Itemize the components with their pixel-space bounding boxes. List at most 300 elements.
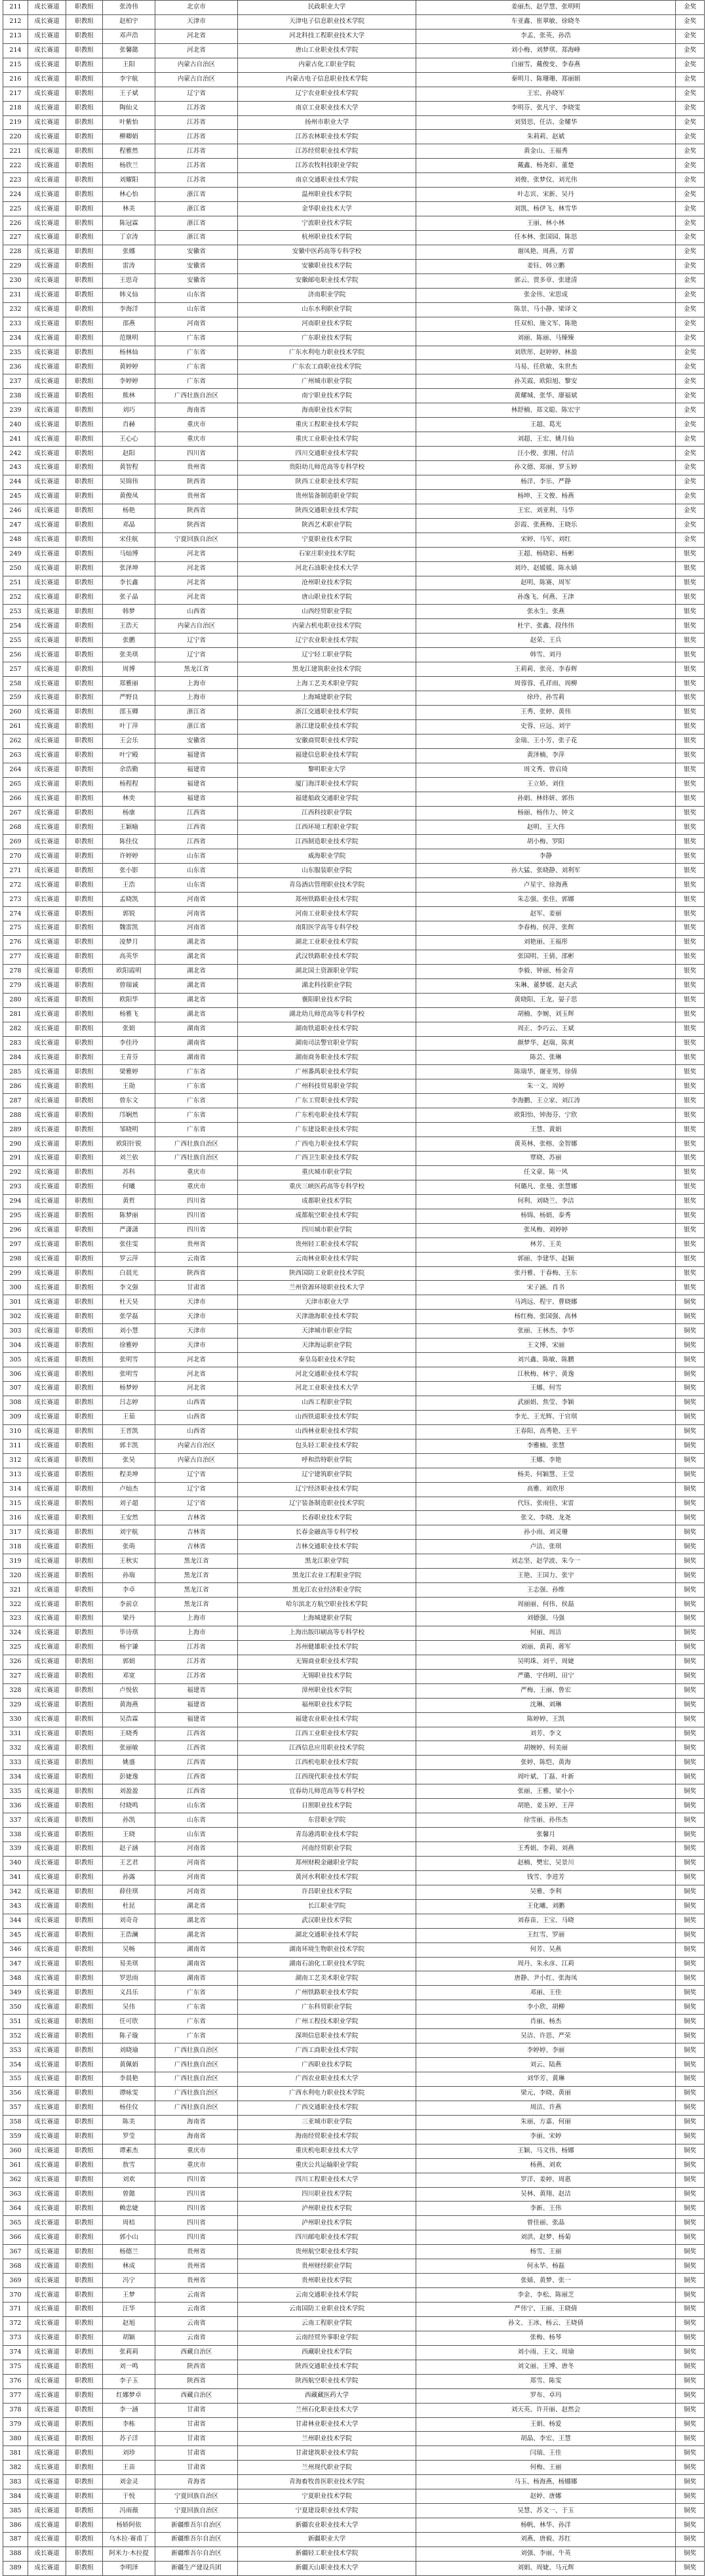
group-cell: 职教组 xyxy=(66,1698,103,1712)
province-cell: 山东省 xyxy=(155,849,238,864)
student-name-cell: 张泽坤 xyxy=(103,561,155,576)
student-name-cell: 杨欣兰 xyxy=(103,159,155,173)
student-name-cell: 王思奇 xyxy=(103,273,155,288)
row-number-cell: 301 xyxy=(3,1295,28,1310)
track-cell: 成长赛道 xyxy=(28,101,66,115)
track-cell: 成长赛道 xyxy=(28,835,66,849)
track-cell: 成长赛道 xyxy=(28,1079,66,1094)
school-cell: 黑龙江农业经济职业学院 xyxy=(238,1583,416,1598)
province-cell: 内蒙古自治区 xyxy=(155,58,238,72)
group-cell: 职教组 xyxy=(66,1770,103,1784)
table-row xyxy=(3,2043,705,2058)
table-row xyxy=(3,849,705,864)
award-cell: 银奖 xyxy=(676,1165,705,1180)
school-cell: 浙江建设职业技术学院 xyxy=(238,719,416,734)
province-cell: 江西省 xyxy=(155,820,238,835)
row-number-cell: 351 xyxy=(3,2015,28,2029)
track-cell: 成长赛道 xyxy=(28,2316,66,2331)
student-name-cell: 马灿博 xyxy=(103,547,155,561)
province-cell: 四川省 xyxy=(155,2187,238,2202)
group-cell: 职教组 xyxy=(66,360,103,374)
award-cell: 银奖 xyxy=(676,677,705,691)
row-number-cell: 361 xyxy=(3,2158,28,2173)
student-name-cell: 赖忠婕 xyxy=(103,2202,155,2216)
group-cell: 职教组 xyxy=(66,2461,103,2475)
student-name-cell: 孙露 xyxy=(103,1870,155,1885)
award-cell: 银奖 xyxy=(676,619,705,634)
coaches-cell: 王红雪、罗丽 xyxy=(416,1928,676,1942)
province-cell: 安徽省 xyxy=(155,273,238,288)
student-name-cell: 杨梦婷 xyxy=(103,1382,155,1396)
coaches-cell: 覃晓、苏丽 xyxy=(416,1152,676,1166)
table-row xyxy=(3,1828,705,1842)
table-row xyxy=(3,346,705,360)
student-name-cell: 雷涛 xyxy=(103,259,155,273)
track-cell: 成长赛道 xyxy=(28,2072,66,2087)
table-row xyxy=(3,806,705,820)
coaches-cell: 张梅、杨琴 xyxy=(416,2331,676,2345)
province-cell: 宁夏回族自治区 xyxy=(155,2504,238,2518)
table-row xyxy=(3,719,705,734)
province-cell: 天津市 xyxy=(155,1310,238,1324)
student-name-cell: 王颖喻 xyxy=(103,820,155,835)
track-cell: 成长赛道 xyxy=(28,29,66,43)
coaches-cell: 朱莉莉、赵斌 xyxy=(416,130,676,144)
province-cell: 四川省 xyxy=(155,1194,238,1209)
track-cell: 成长赛道 xyxy=(28,87,66,101)
group-cell: 职教组 xyxy=(66,216,103,231)
province-cell: 山东省 xyxy=(155,878,238,893)
province-cell: 浙江省 xyxy=(155,188,238,202)
table-row xyxy=(3,461,705,475)
row-number-cell: 343 xyxy=(3,1899,28,1914)
school-cell: 海南职业技术学院 xyxy=(238,403,416,418)
province-cell: 四川省 xyxy=(155,1209,238,1223)
table-row xyxy=(3,619,705,634)
row-number-cell: 216 xyxy=(3,72,28,87)
school-cell: 成都职业技术学院 xyxy=(238,1194,416,1209)
table-row xyxy=(3,1885,705,1899)
table-row xyxy=(3,288,705,302)
province-cell: 江西省 xyxy=(155,1770,238,1784)
school-cell: 云南经贸外事职业学院 xyxy=(238,2331,416,2345)
student-name-cell: 陶仙义 xyxy=(103,101,155,115)
province-cell: 重庆市 xyxy=(155,2158,238,2173)
coaches-cell: 王艳、王国力、张宇 xyxy=(416,1569,676,1583)
province-cell: 江苏省 xyxy=(155,173,238,188)
group-cell: 职教组 xyxy=(66,677,103,691)
row-number-cell: 227 xyxy=(3,231,28,245)
award-cell: 铜奖 xyxy=(676,1899,705,1914)
student-name-cell: 谭素杰 xyxy=(103,2144,155,2158)
table-row xyxy=(3,1367,705,1382)
table-row xyxy=(3,2173,705,2187)
coaches-cell: 李静 xyxy=(416,849,676,864)
row-number-cell: 382 xyxy=(3,2461,28,2475)
track-cell: 成长赛道 xyxy=(28,2000,66,2015)
award-cell: 银奖 xyxy=(676,950,705,964)
province-cell: 新疆维吾尔自治区 xyxy=(155,2518,238,2533)
school-cell: 陕西艺术职业学院 xyxy=(238,518,416,533)
school-cell: 云南国防工业职业技术学院 xyxy=(238,2303,416,2317)
school-cell: 青海畜牧兽医职业技术学院 xyxy=(238,2475,416,2489)
track-cell: 成长赛道 xyxy=(28,2489,66,2504)
award-cell: 铜奖 xyxy=(676,1655,705,1669)
province-cell: 四川省 xyxy=(155,2173,238,2187)
coaches-cell: 朱琳、董梦媛、赵夫武 xyxy=(416,978,676,993)
student-name-cell: 杨德兰 xyxy=(103,2245,155,2259)
award-cell: 金奖 xyxy=(676,101,705,115)
province-cell: 湖南省 xyxy=(155,1051,238,1065)
coaches-cell: 吴慧、苏文一、于玉 xyxy=(416,2504,676,2518)
student-name-cell: 刘珍 xyxy=(103,2446,155,2461)
group-cell: 职教组 xyxy=(66,719,103,734)
coaches-cell: 周正、李巧云、王斌 xyxy=(416,1022,676,1036)
track-cell: 成长赛道 xyxy=(28,2388,66,2403)
row-number-cell: 327 xyxy=(3,1669,28,1683)
student-name-cell: 黄哲 xyxy=(103,1194,155,1209)
group-cell: 职教组 xyxy=(66,1310,103,1324)
school-cell: 重庆公共运输职业学院 xyxy=(238,2158,416,2173)
track-cell: 成长赛道 xyxy=(28,1698,66,1712)
province-cell: 河北省 xyxy=(155,576,238,590)
group-cell: 职教组 xyxy=(66,748,103,763)
award-cell: 铜奖 xyxy=(676,2202,705,2216)
table-row xyxy=(3,2489,705,2504)
group-cell: 职教组 xyxy=(66,1683,103,1698)
school-cell: 上海城建职业学院 xyxy=(238,1612,416,1626)
school-cell: 黑龙江职业学院 xyxy=(238,1554,416,1569)
row-number-cell: 222 xyxy=(3,159,28,173)
group-cell: 职教组 xyxy=(66,2115,103,2129)
coaches-cell: 李毅、钟丽、杨金青 xyxy=(416,964,676,978)
track-cell: 成长赛道 xyxy=(28,1468,66,1482)
student-name-cell: 彭婕逸 xyxy=(103,1770,155,1784)
row-number-cell: 324 xyxy=(3,1626,28,1640)
track-cell: 成长赛道 xyxy=(28,1180,66,1194)
track-cell: 成长赛道 xyxy=(28,231,66,245)
student-name-cell: 梁雅婷 xyxy=(103,1065,155,1079)
track-cell: 成长赛道 xyxy=(28,1914,66,1928)
row-number-cell: 379 xyxy=(3,2417,28,2432)
coaches-cell: 刘春苗、王宝、马晓 xyxy=(416,1914,676,1928)
table-row xyxy=(3,1468,705,1482)
row-number-cell: 238 xyxy=(3,389,28,403)
award-cell: 金奖 xyxy=(676,288,705,302)
track-cell: 成长赛道 xyxy=(28,1036,66,1051)
table-row xyxy=(3,1036,705,1051)
award-cell: 银奖 xyxy=(676,1036,705,1051)
student-name-cell: 邓晶 xyxy=(103,518,155,533)
province-cell: 福建省 xyxy=(155,792,238,806)
table-row xyxy=(3,1655,705,1669)
award-cell: 金奖 xyxy=(676,317,705,331)
province-cell: 广西壮族自治区 xyxy=(155,2086,238,2101)
province-cell: 江西省 xyxy=(155,1784,238,1799)
student-name-cell: 红娜梦卓 xyxy=(103,2388,155,2403)
row-number-cell: 308 xyxy=(3,1396,28,1410)
group-cell: 职教组 xyxy=(66,1180,103,1194)
province-cell: 广东省 xyxy=(155,374,238,389)
school-cell: 甘肃建筑职业技术学院 xyxy=(238,2446,416,2461)
track-cell: 成长赛道 xyxy=(28,1799,66,1813)
group-cell: 职教组 xyxy=(66,1612,103,1626)
student-name-cell: 张娟 xyxy=(103,1022,155,1036)
student-name-cell: 周博 xyxy=(103,662,155,677)
coaches-cell: 周蓉蓉、孔祥雨、周柳 xyxy=(416,677,676,691)
award-cell: 铜奖 xyxy=(676,2489,705,2504)
coaches-cell: 张国明、王倩、邵彬 xyxy=(416,950,676,964)
award-cell: 铜奖 xyxy=(676,1324,705,1338)
award-cell: 铜奖 xyxy=(676,1382,705,1396)
school-cell: 广州科技贸易职业学院 xyxy=(238,1079,416,1094)
table-row xyxy=(3,2504,705,2518)
track-cell: 成长赛道 xyxy=(28,748,66,763)
province-cell: 甘肃省 xyxy=(155,2403,238,2417)
school-cell: 河北交通职业技术学院 xyxy=(238,1367,416,1382)
student-name-cell: 余浩勤 xyxy=(103,763,155,777)
group-cell: 职教组 xyxy=(66,1741,103,1756)
award-cell: 铜奖 xyxy=(676,2187,705,2202)
row-number-cell: 337 xyxy=(3,1813,28,1828)
track-cell: 成长赛道 xyxy=(28,634,66,648)
row-number-cell: 289 xyxy=(3,1123,28,1137)
track-cell: 成长赛道 xyxy=(28,2461,66,2475)
province-cell: 福建省 xyxy=(155,1712,238,1727)
group-cell: 职教组 xyxy=(66,1152,103,1166)
school-cell: 青岛港湾职业技术学院 xyxy=(238,1828,416,1842)
row-number-cell: 237 xyxy=(3,374,28,389)
group-cell: 职教组 xyxy=(66,2230,103,2245)
table-row xyxy=(3,2058,705,2072)
coaches-cell: 汪小俊、张刚、付洁 xyxy=(416,447,676,461)
row-number-cell: 370 xyxy=(3,2288,28,2303)
award-cell: 铜奖 xyxy=(676,1986,705,2000)
table-row xyxy=(3,561,705,576)
track-cell: 成长赛道 xyxy=(28,849,66,864)
coaches-cell: 彭霞、张燕梅、王晓乐 xyxy=(416,518,676,533)
province-cell: 内蒙古自治区 xyxy=(155,619,238,634)
student-name-cell: 黄婷婷 xyxy=(103,360,155,374)
award-cell: 铜奖 xyxy=(676,1870,705,1885)
table-row xyxy=(3,1525,705,1540)
award-cell: 银奖 xyxy=(676,763,705,777)
coaches-cell: 颜梦华、赵瑞、陈爽 xyxy=(416,1036,676,1051)
row-number-cell: 329 xyxy=(3,1698,28,1712)
table-row xyxy=(3,1986,705,2000)
table-row xyxy=(3,1180,705,1194)
track-cell: 成长赛道 xyxy=(28,489,66,504)
school-cell: 襄阳职业技术学院 xyxy=(238,993,416,1007)
table-row xyxy=(3,1497,705,1511)
student-name-cell: 魏雷凯 xyxy=(103,921,155,936)
award-cell: 银奖 xyxy=(676,849,705,864)
table-row xyxy=(3,1310,705,1324)
province-cell: 陕西省 xyxy=(155,1266,238,1281)
province-cell: 浙江省 xyxy=(155,719,238,734)
track-cell: 成长赛道 xyxy=(28,1813,66,1828)
row-number-cell: 328 xyxy=(3,1683,28,1698)
award-cell: 铜奖 xyxy=(676,2518,705,2533)
coaches-cell: 严梅、王丽、鲁宏 xyxy=(416,1683,676,1698)
track-cell: 成长赛道 xyxy=(28,2331,66,2345)
student-name-cell: 李栋 xyxy=(103,2417,155,2432)
row-number-cell: 325 xyxy=(3,1640,28,1655)
group-cell: 职教组 xyxy=(66,1238,103,1252)
coaches-cell: 赵婷、唐娜 xyxy=(416,2489,676,2504)
student-name-cell: 欧阳针锐 xyxy=(103,1137,155,1152)
award-cell: 金奖 xyxy=(676,518,705,533)
track-cell: 成长赛道 xyxy=(28,1986,66,2000)
student-name-cell: 刘宇航 xyxy=(103,1525,155,1540)
group-cell: 职教组 xyxy=(66,921,103,936)
table-row xyxy=(3,245,705,259)
track-cell: 成长赛道 xyxy=(28,1094,66,1108)
province-cell: 吉林省 xyxy=(155,1540,238,1554)
coaches-cell: 王丽、林小林 xyxy=(416,216,676,231)
group-cell: 职教组 xyxy=(66,1194,103,1209)
province-cell: 安徽省 xyxy=(155,245,238,259)
coaches-cell: 金瑞、王小芳、张子花 xyxy=(416,734,676,748)
province-cell: 吉林省 xyxy=(155,1525,238,1540)
row-number-cell: 374 xyxy=(3,2345,28,2360)
group-cell: 职教组 xyxy=(66,331,103,346)
track-cell: 成长赛道 xyxy=(28,677,66,691)
track-cell: 成长赛道 xyxy=(28,1194,66,1209)
school-cell: 辽宁农业职业技术学院 xyxy=(238,87,416,101)
award-cell: 铜奖 xyxy=(676,2216,705,2230)
school-cell: 包头轻工职业技术学院 xyxy=(238,1439,416,1453)
table-row xyxy=(3,1353,705,1367)
track-cell: 成长赛道 xyxy=(28,1640,66,1655)
student-name-cell: 李佳玲 xyxy=(103,1036,155,1051)
row-number-cell: 296 xyxy=(3,1223,28,1238)
province-cell: 河南省 xyxy=(155,907,238,921)
group-cell: 职教组 xyxy=(66,273,103,288)
table-row xyxy=(3,1453,705,1468)
award-cell: 银奖 xyxy=(676,1137,705,1152)
province-cell: 上海市 xyxy=(155,691,238,706)
table-row xyxy=(3,2388,705,2403)
table-row xyxy=(3,2230,705,2245)
school-cell: 浙江交通职业技术学院 xyxy=(238,705,416,719)
student-name-cell: 凌梦月 xyxy=(103,935,155,950)
province-cell: 广东省 xyxy=(155,2000,238,2015)
track-cell: 成长赛道 xyxy=(28,1583,66,1598)
group-cell: 职教组 xyxy=(66,533,103,547)
award-cell: 铜奖 xyxy=(676,2029,705,2043)
track-cell: 成长赛道 xyxy=(28,1842,66,1857)
coaches-cell: 王娜、何雪 xyxy=(416,1382,676,1396)
school-cell: 兰州石化职业技术大学 xyxy=(238,2403,416,2417)
table-row xyxy=(3,878,705,893)
student-name-cell: 吴浩霖 xyxy=(103,1712,155,1727)
coaches-cell: 孙芙霞、欧阳旭、黎安 xyxy=(416,374,676,389)
coaches-cell: 郭云、贾多章、张建清 xyxy=(416,273,676,288)
award-cell: 金奖 xyxy=(676,159,705,173)
school-cell: 温州职业技术学院 xyxy=(238,188,416,202)
province-cell: 河北省 xyxy=(155,1367,238,1382)
group-cell: 职教组 xyxy=(66,1094,103,1108)
coaches-cell: 任本林、张国园、陈思 xyxy=(416,231,676,245)
award-cell: 银奖 xyxy=(676,1194,705,1209)
coaches-cell: 罗布、卓玛 xyxy=(416,2388,676,2403)
award-cell: 铜奖 xyxy=(676,1971,705,1986)
award-cell: 金奖 xyxy=(676,360,705,374)
track-cell: 成长赛道 xyxy=(28,1683,66,1698)
table-row xyxy=(3,1683,705,1698)
province-cell: 四川省 xyxy=(155,1223,238,1238)
award-cell: 铜奖 xyxy=(676,1942,705,1957)
award-cell: 铜奖 xyxy=(676,2288,705,2303)
school-cell: 四川职业技术学院 xyxy=(238,2187,416,2202)
row-number-cell: 300 xyxy=(3,1281,28,1295)
province-cell: 陕西省 xyxy=(155,518,238,533)
school-cell: 江苏农牧科技职业学院 xyxy=(238,159,416,173)
row-number-cell: 211 xyxy=(3,1,28,15)
coaches-cell: 赵明、王大伟 xyxy=(416,820,676,835)
award-cell: 银奖 xyxy=(676,1252,705,1266)
province-cell: 云南省 xyxy=(155,2288,238,2303)
province-cell: 四川省 xyxy=(155,2216,238,2230)
student-name-cell: 王子斌 xyxy=(103,87,155,101)
row-number-cell: 340 xyxy=(3,1856,28,1870)
student-name-cell: 严潇潇 xyxy=(103,1223,155,1238)
coaches-cell: 武丽娟、焦莹、李颖 xyxy=(416,1396,676,1410)
coaches-cell: 张丽、王林杰、李华 xyxy=(416,1324,676,1338)
row-number-cell: 388 xyxy=(3,2546,28,2561)
province-cell: 陕西省 xyxy=(155,504,238,518)
coaches-cell: 吴雅、李利 xyxy=(416,1885,676,1899)
student-name-cell: 杨艳 xyxy=(103,504,155,518)
province-cell: 贵州省 xyxy=(155,489,238,504)
school-cell: 贵州航空职业技术学院 xyxy=(238,2245,416,2259)
student-name-cell: 王茹 xyxy=(103,1410,155,1424)
school-cell: 青岛酒店管理职业技术学院 xyxy=(238,878,416,893)
row-number-cell: 365 xyxy=(3,2216,28,2230)
school-cell: 广西卫生职业技术学院 xyxy=(238,1152,416,1166)
table-row xyxy=(3,360,705,374)
track-cell: 成长赛道 xyxy=(28,130,66,144)
coaches-cell: 张馨月 xyxy=(416,1828,676,1842)
table-row xyxy=(3,921,705,936)
student-name-cell: 熊林 xyxy=(103,389,155,403)
school-cell: 广东建设职业技术学院 xyxy=(238,1123,416,1137)
school-cell: 福建农业职业技术学院 xyxy=(238,1712,416,1727)
table-row xyxy=(3,1928,705,1942)
school-cell: 南京工业职业技术大学 xyxy=(238,101,416,115)
student-name-cell: 黄海燕 xyxy=(103,1698,155,1712)
row-number-cell: 367 xyxy=(3,2245,28,2259)
coaches-cell: 黄晓阳、王龙、晏子思 xyxy=(416,993,676,1007)
table-row xyxy=(3,2158,705,2173)
row-number-cell: 311 xyxy=(3,1439,28,1453)
school-cell: 陕西航空职业技术学院 xyxy=(238,2374,416,2388)
student-name-cell: 杨康 xyxy=(103,806,155,820)
track-cell: 成长赛道 xyxy=(28,1,66,15)
group-cell: 职教组 xyxy=(66,1583,103,1598)
award-cell: 铜奖 xyxy=(676,1554,705,1569)
coaches-cell: 马易、任欣敏、朱世杰 xyxy=(416,360,676,374)
award-cell: 银奖 xyxy=(676,792,705,806)
school-cell: 无锡商业职业技术学院 xyxy=(238,1655,416,1669)
coaches-cell: 林芳、王美 xyxy=(416,1238,676,1252)
school-cell: 湖南工艺美术职业学院 xyxy=(238,1971,416,1986)
province-cell: 河北省 xyxy=(155,29,238,43)
award-cell: 银奖 xyxy=(676,748,705,763)
school-cell: 江西科技职业学院 xyxy=(238,806,416,820)
student-name-cell: 王晓秀 xyxy=(103,1727,155,1741)
